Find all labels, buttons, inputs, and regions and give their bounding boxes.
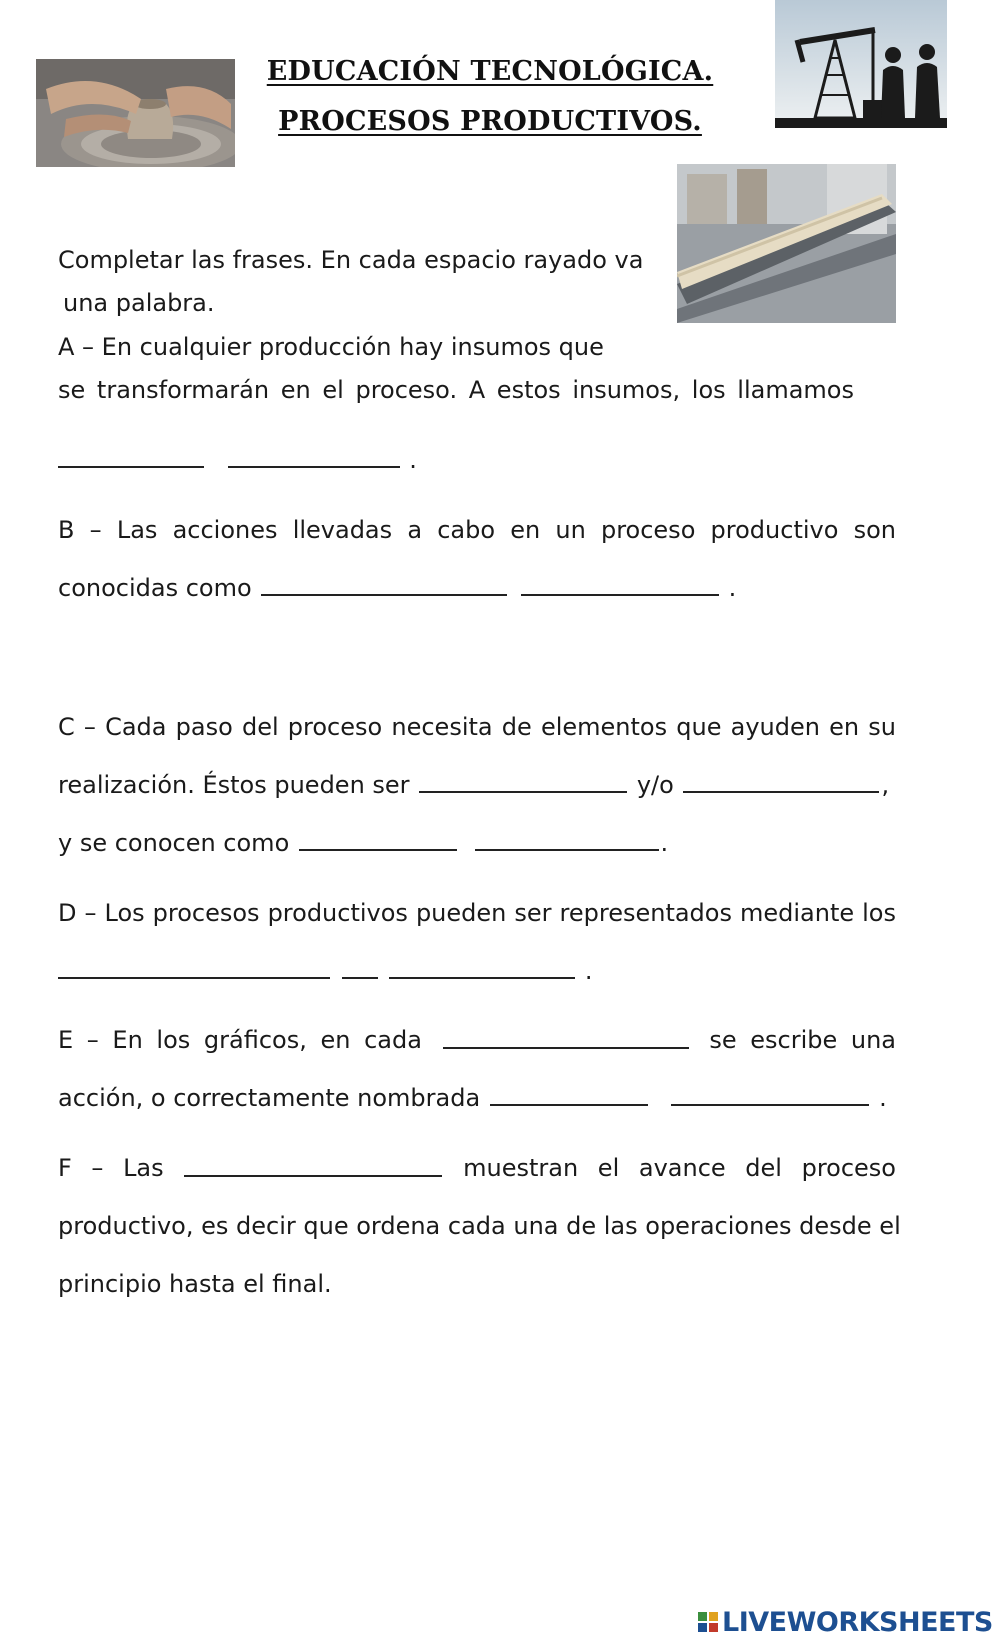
item-c-text-2a: realización. Éstos pueden ser	[58, 771, 410, 799]
item-c-line-2	[58, 770, 938, 800]
blank-d-3[interactable]	[389, 959, 575, 979]
item-c-text-2b: y/o	[636, 771, 674, 799]
blank-a-2[interactable]	[228, 448, 400, 468]
blank-c-3[interactable]	[299, 831, 457, 851]
item-f-text-2: productivo, es decir que ordena cada una de las operaciones desde el	[58, 1212, 901, 1240]
logo-grid-icon	[698, 1612, 718, 1632]
instructions-text-2: una palabra.	[63, 289, 215, 317]
blank-d-2[interactable]	[342, 959, 378, 979]
item-c-line-1	[58, 712, 896, 742]
blank-c-4[interactable]	[475, 831, 659, 851]
item-e-text-2: acción, o correctamente nombrada	[58, 1084, 481, 1112]
blank-c-2[interactable]	[683, 773, 879, 793]
title-line-1: EDUCACIÓN TECNOLÓGICA.	[266, 56, 714, 87]
item-a-line-1	[58, 332, 938, 362]
item-e-line-1	[58, 1025, 896, 1055]
item-d-line-1	[58, 898, 896, 928]
item-a-text-1: A – En cualquier producción hay insumos que	[58, 333, 604, 361]
logo-text: LIVEWORKSHEETS	[722, 1606, 993, 1638]
instructions-line-1	[58, 245, 938, 275]
blank-c-1[interactable]	[419, 773, 627, 793]
blank-f-1[interactable]	[184, 1157, 442, 1177]
blank-a-1[interactable]	[58, 448, 204, 468]
pottery-illustration	[36, 59, 235, 167]
item-c-text-3: y se conocen como	[58, 829, 290, 857]
blank-e-2[interactable]	[490, 1086, 648, 1106]
liveworksheets-logo	[698, 1605, 993, 1639]
item-d-text-1: D – Los procesos productivos pueden ser representados mediante los	[58, 899, 896, 927]
oil-pump-illustration	[775, 0, 947, 128]
blank-b-1[interactable]	[261, 576, 507, 596]
item-b-text-1: B – Las acciones llevadas a cabo en un proceso productivo son	[58, 516, 896, 544]
period-b: .	[728, 574, 737, 602]
instructions-text-1: Completar las frases. En cada espacio rayado va	[58, 246, 644, 274]
instructions-line-2	[63, 288, 943, 318]
item-e-text-1a: E – En los gráficos, en cada	[58, 1026, 422, 1054]
blank-b-2[interactable]	[521, 576, 719, 596]
item-d-blanks-line	[58, 956, 938, 986]
item-f-text-3: principio hasta el final.	[58, 1270, 332, 1298]
item-e-text-1b: se escribe una	[709, 1026, 896, 1054]
item-f-line-2	[58, 1211, 938, 1241]
oil-pump-image	[775, 0, 947, 128]
item-a-text-2: se transformarán en el proceso. A estos insumos, los llamamos	[58, 376, 854, 404]
period-e: .	[879, 1084, 887, 1112]
item-f-line-1	[58, 1153, 896, 1183]
item-b-line-2	[58, 573, 938, 603]
blank-e-1[interactable]	[443, 1029, 689, 1049]
pottery-image	[36, 59, 235, 167]
item-c-line-3	[58, 828, 938, 858]
item-f-text-1b: muestran el avance del proceso	[463, 1154, 896, 1182]
item-b-text-2: conocidas como	[58, 574, 252, 602]
period-c: .	[660, 829, 669, 857]
period-d: .	[584, 957, 593, 985]
item-c-text-1: C – Cada paso del proceso necesita de elementos que ayuden en su	[58, 713, 896, 741]
blank-d-1[interactable]	[58, 959, 330, 979]
title-line-2: PROCESOS PRODUCTIVOS.	[278, 106, 702, 137]
item-b-line-1	[58, 515, 896, 545]
blank-e-3[interactable]	[671, 1086, 869, 1106]
comma-c: ,	[881, 771, 890, 799]
item-e-line-2	[58, 1083, 938, 1113]
period-a: .	[409, 446, 417, 474]
item-a-line-2	[58, 375, 854, 405]
item-f-text-1a: F – Las	[58, 1154, 164, 1182]
item-a-blanks-line	[58, 445, 938, 475]
item-f-line-3	[58, 1269, 938, 1299]
